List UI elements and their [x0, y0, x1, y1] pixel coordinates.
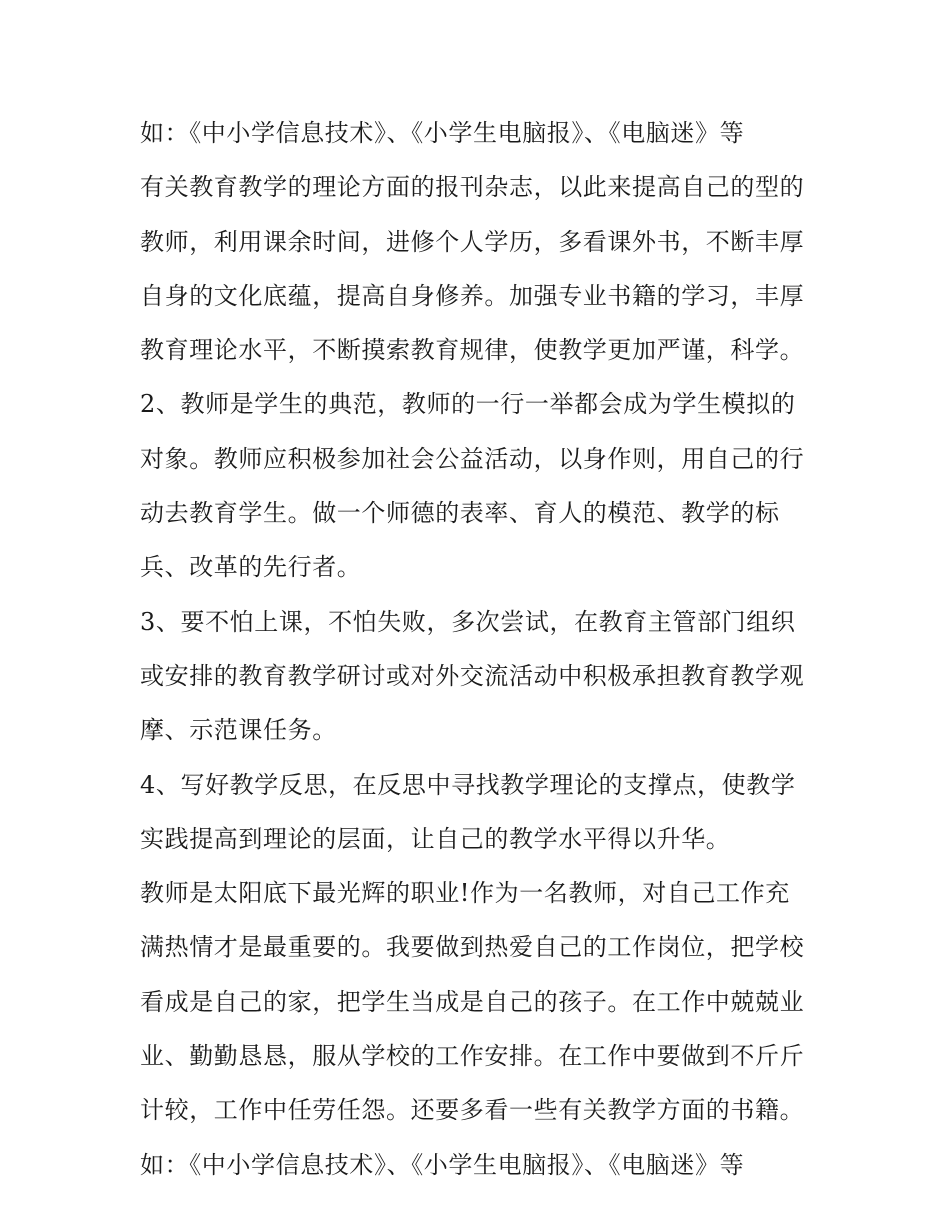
text-line: 3、要不怕上课，不怕失败，多次尝试，在教育主管部门组织	[140, 607, 796, 636]
text-line: 自身的文化底蕴，提高自身修养。加强专业书籍的学习，丰厚	[140, 281, 805, 310]
text-line: 摩、示范课任务。	[140, 716, 337, 745]
text-line: 教师是太阳底下最光辉的职业!作为一名教师，对自己工作充	[140, 879, 790, 908]
text-line: 业、勤勤恳恳，服从学校的工作安排。在工作中要做到不斤斤	[140, 1042, 805, 1071]
text-line: 如：《中小学信息技术》、《小学生电脑报》、《电脑迷》等	[140, 119, 745, 147]
text-line: 有关教育教学的理论方面的报刊杂志，以此来提高自己的型的	[140, 173, 805, 202]
text-line: 教育理论水平，不断摸索教育规律，使教学更加严谨，科学。	[140, 336, 805, 365]
text-line: 或安排的教育教学研讨或对外交流活动中积极承担教育教学观	[140, 661, 805, 690]
text-line: 4、写好教学反思，在反思中寻找教学理论的支撑点，使教学	[140, 770, 796, 799]
text-line: 对象。教师应积极参加社会公益活动，以身作则，用自己的行	[140, 444, 805, 473]
text-line: 实践提高到理论的层面，让自己的教学水平得以升华。	[140, 824, 731, 853]
text-line: 教师，利用课余时间，进修个人学历，多看课外书，不断丰厚	[140, 227, 805, 256]
body-text	[140, 106, 820, 1192]
text-line: 满热情才是最重要的。我要做到热爱自己的工作岗位，把学校	[140, 933, 805, 962]
text-line: 如：《中小学信息技术》、《小学生电脑报》、《电脑迷》等	[140, 1150, 745, 1179]
text-line: 计较，工作中任劳任怨。还要多看一些有关教学方面的书籍。	[140, 1096, 805, 1125]
text-line: 2、教师是学生的典范，教师的一行一举都会成为学生模拟的	[140, 390, 796, 419]
text-line: 看成是自己的家，把学生当成是自己的孩子。在工作中兢兢业	[140, 987, 805, 1016]
text-line: 动去教育学生。做一个师德的表率、育人的模范、教学的标	[140, 499, 780, 528]
text-line: 兵、改革的先行者。	[140, 553, 362, 582]
